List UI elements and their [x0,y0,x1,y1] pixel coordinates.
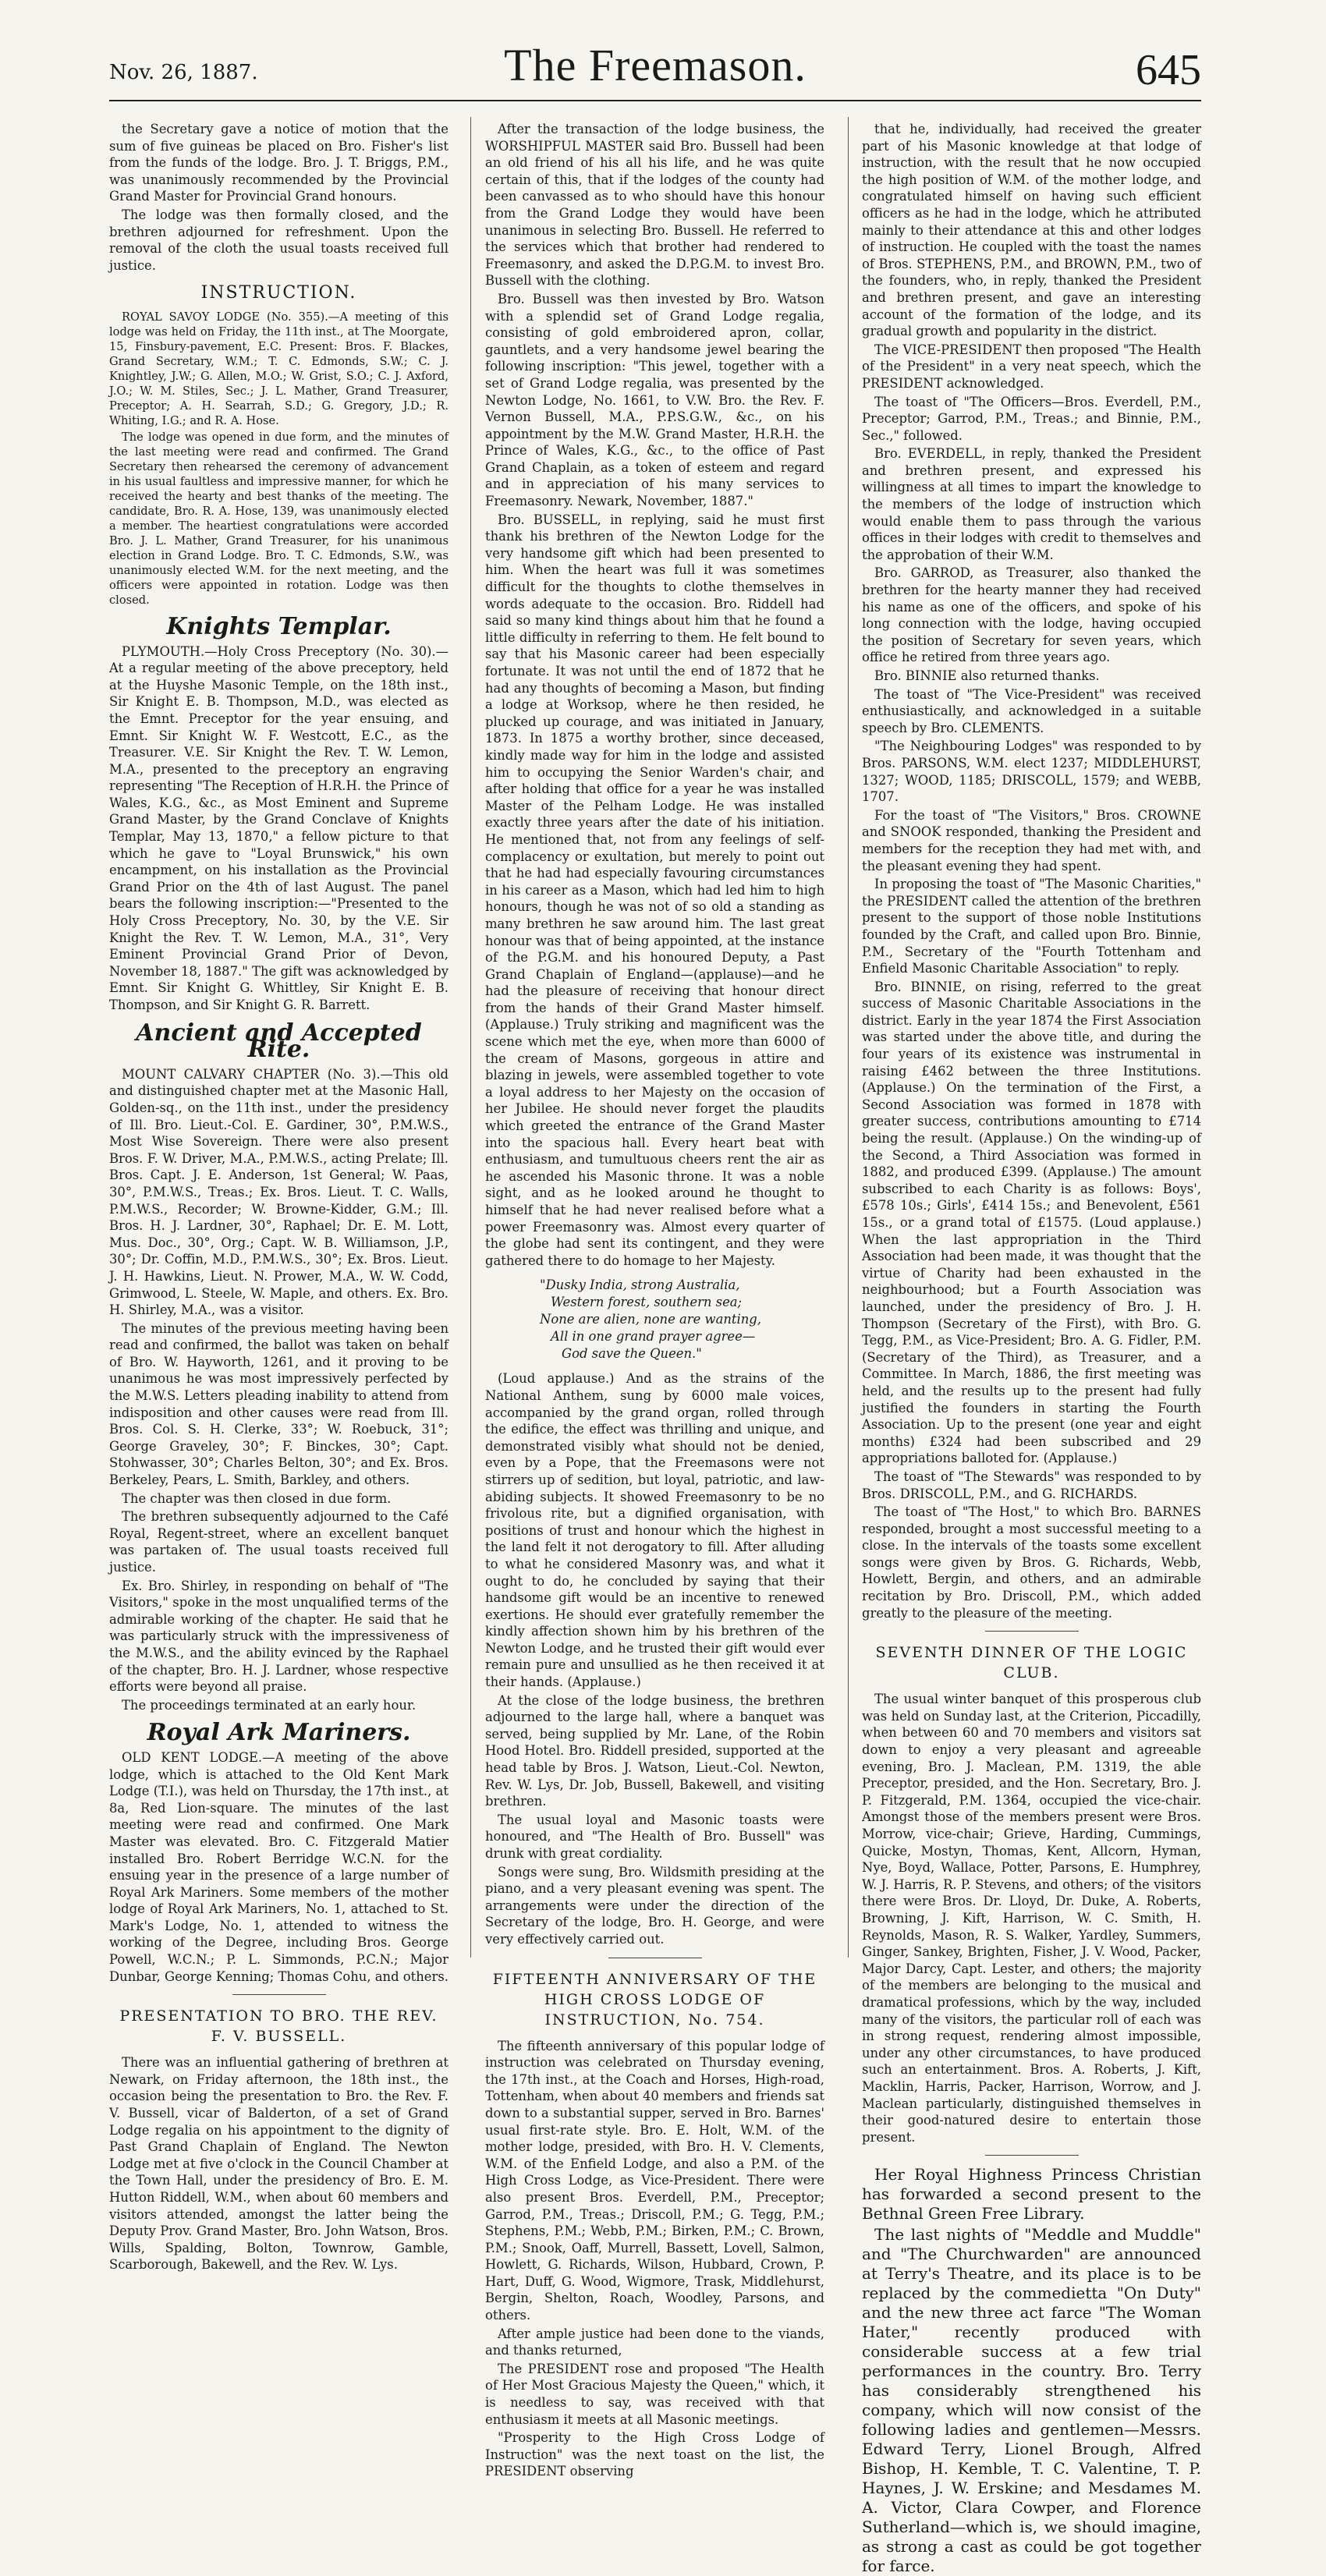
poem-line: Western forest, southern sea; [551,1295,743,1310]
paragraph: that he, individually, had received the greater part of his Masonic knowledge at that lodge of instruction, with the result that he now occupied the high position of W.M. of the mother lodge, and congratulated himself on having such efficient officers as he had in the lodge, which he attributed mainly to their attendance at this and other lodges of instruction. He coupled with the toast the names of Bros. STEPHENS, P.M., and BROWN, P.M., two of the founders, who, in reply, thanked the President and brethren present, and gave an interesting account of the formation of the lodge, and its gradual growth and popularity in the district. [862,122,1201,339]
paragraph: The usual loyal and Masonic toasts were honoured, and "The Health of Bro. Bussell" was drunk with great cordiality. [485,1812,824,1861]
column-1 [109,121,448,2273]
paragraph: PLYMOUTH.—Holy Cross Preceptory (No. 30).—At a regular meeting of the above preceptory, held at the Huyshe Masonic Temple, on the 18th inst., Sir Knight E. B. Thompson, M.D., was elected as the Emnt. Preceptor for the year ensuing, and Emnt. Sir Knight W. F. Westcott, E.C., as the Treasurer. V.E. Sir Knight the Rev. T. W. Lemon, M.A., presented to the preceptory an engraving representing "The Reception of H.R.H. the Prince of Wales, K.G., &c., as Most Eminent and Supreme Grand Master, by the Grand Conclave of Knights Templar, May 13, 1870," a fellow picture to that which he gave to "Loyal Brunswick," his own encampment, on his installation as the Provincial Grand Prior on the 4th of last August. The panel bears the following inscription:—"Presented to the Holy Cross Preceptory, No. 30, by the V.E. Sir Knight the Rev. T. W. Lemon, M.A., 31°, Very Eminent Provincial Grand Prior of Devon, November 18, 1887." The gift was acknowledged by Emnt. Sir Knight G. Whittley, Sir Knight E. B. Thompson, and Sir Knight G. R. Barrett. [109,643,448,1012]
paragraph: After the transaction of the lodge business, the WORSHIPFUL MASTER said Bro. Bussell had been an old friend of his all his life, and he was quite certain of this, that if the lodges of the county had been canvassed as to who should have this honour from the Grand Lodge they would have been unanimous in selecting Bro. Bussell. He referred to the services which that brother had rendered to Freemasonry, and asked the D.P.G.M. to invest Bro. Bussell with the clothing. [485,122,824,289]
section-heading-royal-ark-mariners: Royal Ark Mariners. [147,1719,411,1747]
paragraph: The usual winter banquet of this prosperous club was held on Sunday last, at the Criterion, Piccadilly, when between 60 and 70 members and visitors sat down to enjoy a very pleasant and agreeable evening, Bro. J. Maclean, P.M. 1319, the able Preceptor, presided, and the Hon. Secretary, Bro. J. P. Fitzgerald, P.M. 1364, occupied the vice-chair. Amongst those of the members present were Bros. Morrow, vice-chair; Grieve, Harding, Cummings, Quicke, Mostyn, Thomas, Kent, Allcorn, Hyman, Nye, Boyd, Wallace, Potter, Parsons, E. Humphrey, W. J. Harris, R. P. Stevens, and others; of the visitors there were Bros. Dr. Lloyd, Dr. Duke, A. Roberts, Browning, J. Kift, Harrison, W. C. Smith, H. Reynolds, Mason, R. S. Walker, Yardley, Summers, Ginger, Sankey, Brighten, Fisher, J. V. Wood, Packer, Major Darcy, Capt. Lester, and others; the majority of the members are belonging to the musical and dramatical professions, which by the way, included many of the visitors, the particular roll of each was in strong request, rendering almost impossible, under any other circumstances, to have produced such an entertainment. Bros. A. Roberts, J. Kift, Macklin, Harris, Packer, Harrison, Worrow, and J. Maclean particularly, distinguished themselves in their good-natured desire to entertain those present. [862,1692,1201,2145]
section-heading-fifteenth-anniversary: FIFTEENTH ANNIVERSARY OF THE HIGH CROSS LODGE OF INSTRUCTION, No. 754. [492,1970,817,2029]
section-heading-presentation: PRESENTATION TO BRO. THE REV. F. V. BUSSELL. [119,2007,438,2046]
paragraph: "The Neighbouring Lodges" was responded to by Bros. PARSONS, W.M. elect 1237; MIDDLEHURST, 1327; WOOD, 1185; DRISCOLL, 1579; and WEBB, 1707. [862,739,1201,805]
column-3 [862,121,1201,2576]
paragraph: OLD KENT LODGE.—A meeting of the above lodge, which is attached to the Old Kent Mark Lodge (T.I.), was held on Thursday, the 17th inst., at 8a, Red Lion-square. The minutes of the last meeting were read and confirmed. One Mark Master was elevated. Bro. C. Fitzgerald Matier installed Bro. Robert Berridge W.C.N. for the ensuing year in the presence of a large number of Royal Ark Mariners. Some members of the mother lodge of Royal Ark Mariners, No. 1, attached to St. Mark's Lodge, No. 1, attended to witness the working of the Degree, including Bros. George Powell, W.C.N.; P. L. Simmonds, P.C.N.; Major Dunbar, George Kenning; Thomas Cohu, and others. [109,1749,448,1984]
paragraph: Ex. Bro. Shirley, in responding on behalf of "The Visitors," spoke in the most unqualified terms of the admirable working of the chapter. He said that he was particularly struck with the impressiveness of the M.W.S., and the ability evinced by the Raphael of the chapter, Bro. H. J. Lardner, whose respective efforts were beyond all praise. [109,1578,448,1695]
paragraph: The lodge was then formally closed, and the brethren adjourned for refreshment. Upon the removal of the cloth the usual toasts received full justice. [109,207,448,273]
poem-line: All in one grand prayer agree— [551,1329,756,1345]
paragraph: At the close of the lodge business, the brethren adjourned to the large hall, where a banquet was served, being supplied by Mr. Lane, of the Robin Hood Hotel. Bro. Riddell presided, supported at the head table by Bros. J. Watson, Lieut.-Col. Newton, Rev. W. Lys, Dr. Job, Bussell, Bakewell, and visiting brethren. [485,1692,824,1809]
column-2 [485,121,824,2479]
poem-line: "Dusky India, strong Australia, [540,1277,740,1293]
paragraph: Bro. BINNIE, on rising, referred to the great success of Masonic Charitable Associations in the district. Early in the year 1874 the First Association was started under the above title, and during the four years of its existence was instrumental in raising £462 between the three Institutions. (Applause.) On the termination of the First, a Second Association was formed in 1878 with greater success, contributions amounting to £714 being the result. (Applause.) On the winding-up of the Second, a Third Association was formed in 1882, and produced £399. (Applause.) The amount subscribed to each Charity is as follows: Boys', £578 10s.; Girls', £414 15s.; and Benevolent, £561 15s., or a grand total of £1575. (Loud applause.) When the last appropriation in the Third Association had been made, it was thought that the virtue of Charity had been exhausted in the neighbourhood; but a Fourth Association was launched, under the presidency of Bro. J. H. Thompson (Secretary of the First), with Bro. G. Tegg, P.M., as Vice-President; Bro. A. G. Fidler, P.M. (Secretary of the Third), as Treasurer, and a Committee. In March, 1886, the first meeting was held, and the results up to the present had fully justified the founders in starting the Fourth Association. Up to the present (one year and eight months) £324 had been subscribed and 29 appropriations balloted for. (Applause.) [862,979,1201,1466]
paragraph: For the toast of "The Visitors," Bros. CROWNE and SNOOK responded, thanking the President and members for the reception they had met with, and the pleasant evening they had spent. [862,807,1201,873]
poem-line: None are alien, none are wanting, [540,1312,761,1327]
paragraph: Bro. BINNIE also returned thanks. [874,668,1100,683]
paragraph: MOUNT CALVARY CHAPTER (No. 3).—This old and distinguished chapter met at the Masonic Hall, Golden-sq., on the 11th inst., under the presidency of Ill. Bro. Lieut.-Col. E. Gardiner, 30°, P.M.W.S., Most Wise Sovereign. There were also present Bros. F. W. Driver, M.A., P.M.W.S., acting Prelate; Ill. Bros. Capt. J. E. Anderson, 1st General; W. Paas, 30°, P.M.W.S., Treas.; Ex. Bros. Lieut. T. C. Walls, P.M.W.S., Recorder; W. Browne-Kidder, G.M.; Ill. Bros. H. J. Lardner, 30°, Raphael; Dr. E. M. Lott, Mus. Doc., 30°, Org.; Capt. W. B. Williamson, J.P., 30°; Dr. Coffin, M.D., P.M.W.S., 30°; Ex. Bros. Lieut. J. H. Hawkins, Lieut. N. Prower, M.A., W. W. Codd, Grimwood, L. Steele, W. Maple, and others. Ex. Bro. H. Shirley, M.A., was a visitor. [109,1066,448,1318]
paragraph: The chapter was then closed in due form. [122,1490,392,1506]
section-heading-ancient-accepted-rite: Ancient and Accepted Rite. [136,1019,422,1064]
page-number: 645 [1136,46,1201,94]
divider [232,1994,326,1995]
paragraph: The toast of "The Host," to which Bro. BARNES responded, brought a most successful meeting to a close. In the intervals of the toasts some excellent songs were given by Bros. G. Richards, Webb, Howlett, Bergin, and others, and an admirable recitation by Bro. Driscoll, P.M., which added greatly to the pleasure of the meeting. [862,1504,1201,1621]
paragraph: the Secretary gave a notice of motion that the sum of five guineas be placed on Bro. Fisher's list from the funds of the lodge. Bro. J. T. Briggs, P.M., was unanimously recommended by the Provincial Grand Master for Provincial Grand honours. [109,122,448,204]
poem-line: God save the Queen." [562,1346,702,1362]
paragraph: The PRESIDENT rose and proposed "The Health of Her Most Gracious Majesty the Queen," which, it is needless to say, was received with that enthusiasm it meets at all Masonic meetings. [485,2361,824,2427]
paragraph: There was an influential gathering of brethren at Newark, on Friday afternoon, the 18th inst., the occasion being the presentation to Bro. the Rev. F. V. Bussell, vicar of Balderton, of a set of Grand Lodge regalia on his appointment to the dignity of Past Grand Chaplain of England. The Newton Lodge met at five o'clock in the Council Chamber at the Town Hall, under the presidency of Bro. E. M. Hutton Riddell, W.M., when about 60 members and visitors attended, amongst the latter being the Deputy Prov. Grand Master, Bro. John Watson, Bros. Wills, Spalding, Bolton, Townrow, Gamble, Scarborough, Bakewell, and the Rev. W. Lys. [109,2055,448,2273]
paragraph: Bro. EVERDELL, in reply, thanked the President and brethren present, and expressed his willingness at all times to impart the knowledge to the members of the lodge of instruction which would enable them to pass through the various offices in their lodges with credit to themselves and the approbation of their W.M. [862,446,1201,562]
paragraph: Bro. GARROD, as Treasurer, also thanked the brethren for the hearty manner they had received his name as one of the officers, and spoke of his long connection with the lodge, having occupied the position of Secretary for seven years, which office he retired from three years ago. [862,565,1201,665]
paragraph: "Prosperity to the High Cross Lodge of Instruction" was the next toast on the list, the PRESIDENT observing [485,2430,824,2479]
paragraph: Bro. BUSSELL, in replying, said he must first thank his brethren of the Newton Lodge for the very handsome gift which had been presented to him. When the heart was full it was sometimes difficult for the thoughts to clothe themselves in words adequate to the occasion. Bro. Riddell had said so many kind things about him that he found a little difficulty in referring to them. He felt bound to say that his Masonic career had been especially fortunate. It was not until the end of 1872 that he had any thoughts of becoming a Mason, but finding a lodge at Worksop, where he then resided, he plucked up courage, and was initiated in January, 1873. In 1875 a worthy brother, since deceased, kindly made way for him in the lodge and assisted him to occupying the Senior Warden's chair, and after holding that office for a year he was installed Master of the Pelham Lodge. He was installed exactly three years after the date of his initiation. He mentioned that, not from any feelings of self-complacency or exultation, but merely to point out that he had had especially favouring circumstances in his career as a Mason, which had led him to high honours, though he was not of so old a standing as many brethren he saw around him. The last great honour was that of being appointed, at the instance of the P.G.M. and his honoured Deputy, a Past Grand Chaplain of England—(applause)—and he had the pleasure of receiving that honour direct from the hands of their Grand Master himself. (Applause.) Truly striking and magnificent was the scene which met the eye, when more than 6000 of the cream of Masons, gorgeous in attire and blazing in jewels, were assembled together to vote a loyal address to her Majesty on the occasion of her Jubilee. He should never forget the plaudits which greeted the entrance of the Grand Master into the spacious hall. Every heart beat with enthusiasm, and tumultuous cheers rent the air as he ascended his Masonic throne. It was a noble sight, and as he looked around he thought to himself that he had never realised before what a power Freemasonry was. Almost every quarter of the globe had sent its contingent, and they were gathered there to do homage to her Majesty. [485,512,824,1268]
paragraph: The fifteenth anniversary of this popular lodge of instruction was celebrated on Thursday evening, the 17th inst., at the Coach and Horses, High-road, Tottenham, when about 40 members and friends sat down to a substantial supper, served in Bro. Barnes' usual first-rate style. Bro. E. Holt, W.M. of the mother lodge, presided, with Bro. H. V. Clements, W.M. of the Enfield Lodge, and also a P.M. of the High Cross Lodge, as Vice-President. There were also present Bros. Everdell, P.M., Preceptor; Garrod, P.M., Treas.; Driscoll, P.M.; G. Tegg, P.M.; Stephens, P.M.; Webb, P.M.; Birken, P.M.; C. Brown, P.M.; Snook, Oaff, Murrell, Bassett, Lovell, Salmon, Howlett, G. Richards, Wilson, Hubbard, Crown, P. Hart, Duff, G. Wood, Wigmore, Trask, Middlehurst, Bergin, Shelton, Roach, Woodley, Parsons, and others. [485,2038,824,2323]
issue-date: Nov. 26, 1887. [109,61,258,84]
paragraph: The toast of "The Stewards" was responded to by Bros. DRISCOLL, P.M., and G. RICHARDS. [862,1469,1201,1501]
paragraph: (Loud applause.) And as the strains of the National Anthem, sung by 6000 male voices, accompanied by the grand organ, rolled through the edifice, the effect was thrilling and unique, and demonstrated visibly what should not be denied, even by a Pope, that the Freemasons were not stirrers up of sedition, but loyal, patriotic, and law-abiding subjects. It showed Freemasonry to be no frivolous rite, but a dignified organisation, with positions of trust and honour which the highest in the land felt it not derogatory to fill. After alluding to what he considered Masonry was, and what it ought to do, he concluded by saying that their handsome gift would be an incentive to renewed exertions. He should ever gratefully remember the kindly affection shown him by his brethren of the Newton Lodge, and he trusted their gift would ever remain pure and unsullied as he then received it at their hands. (Applause.) [485,1371,824,1690]
column-rule [470,117,471,1958]
paragraph: The toast of "The Vice-President" was received enthusiastically, and acknowledged in a suitable speech by Bro. CLEMENTS. [862,686,1201,735]
paragraph: Her Royal Highness Princess Christian has forwarded a second present to the Bethnal Green Free Library. [862,2165,1201,2223]
paragraph: The toast of "The Officers—Bros. Everdell, P.M., Preceptor; Garrod, P.M., Treas.; and Binnie, P.M., Sec.," followed. [862,394,1201,443]
paragraph: Bro. Bussell was then invested by Bro. Watson with a splendid set of Grand Lodge regalia, consisting of gold embroidered apron, collar, gauntlets, and a very handsome jewel bearing the following inscription: "This jewel, together with a set of Grand Lodge regalia, was presented by the Newton Lodge, No. 1661, to V.W. Bro. the Rev. F. Vernon Bussell, M.A., P.P.S.G.W., &c., on his appointment by the M.W. Grand Master, H.R.H. the Prince of Wales, K.G., &c., to the office of Past Grand Chaplain, as a token of esteem and regard and in appreciation of his many services to Freemasonry. Newark, November, 1887." [485,291,824,509]
section-heading-knights-templar: Knights Templar. [166,612,392,640]
poem [540,1277,824,1362]
section-heading-instruction: INSTRUCTION. [200,283,357,303]
paragraph: The proceedings terminated at an early hour. [122,1697,417,1713]
divider [985,2155,1079,2156]
section-heading-seventh-dinner: SEVENTH DINNER OF THE LOGIC CLUB. [875,1644,1188,1682]
newspaper-title: The Freemason. [504,40,807,90]
column-rule [848,117,849,1958]
paragraph: The brethren subsequently adjourned to the Café Royal, Regent-street, where an excellent banquet was partaken of. The usual toasts received full justice. [109,1509,448,1575]
paragraph: The VICE-PRESIDENT then proposed "The Health of the President" in a very neat speech, which the PRESIDENT acknowledged. [862,342,1201,391]
paragraph: In proposing the toast of "The Masonic Charities," the PRESIDENT called the attention of the brethren present to the support of those noble Institutions founded by the Craft, and called upon Bro. Binnie, P.M., Secretary of the "Fourth Tottenham and Enfield Masonic Charitable Association" to reply. [862,877,1201,976]
paragraph: The minutes of the previous meeting having been read and confirmed, the ballot was taken on behalf of Bro. W. Hayworth, 1261, and it proving to be unanimous he was most impressively perfected by the M.W.S. Letters pleading inability to attend from indisposition and other causes were read from Ill. Bros. Col. S. H. Clerke, 33°; W. Roebuck, 31°; George Graveley, 30°; F. Binckes, 30°; Capt. Stohwasser, 30°; Charles Belton, 30°; and Ex. Bros. Berkeley, Pears, L. Smith, Barkley, and others. [109,1320,448,1488]
masthead [109,30,1201,101]
paragraph: ROYAL SAVOY LODGE (No. 355).—A meeting of this lodge was held on Friday, the 11th inst., at The Moorgate, 15, Finsbury-pavement, E.C. Present: Bros. F. Blackes, Grand Secretary, W.M.; T. C. Edmonds, S.W.; C. J. Knightley, J.W.; G. Allen, M.O.; W. Grist, S.O.; C. J. Axford, J.O.; W. M. Stiles, Sec.; J. L. Mather, Grand Treasurer, Preceptor; A. H. Searrah, S.D.; G. Gregory, J.D.; R. Whiting, I.G.; and R. A. Hose. [109,310,448,427]
paragraph: After ample justice had been done to the viands, and thanks returned, [485,2326,824,2358]
paragraph: Songs were sung, Bro. Wildsmith presiding at the piano, and a very pleasant evening was spent. The arrangements were under the direction of the Secretary of the lodge, Bro. H. George, and were very effectively carried out. [485,1864,824,1947]
paragraph: The lodge was opened in due form, and the minutes of the last meeting were read and confirmed. The Grand Secretary then rehearsed the ceremony of advancement in his usual faultless and impressive manner, for which he received the hearty and best thanks of the meeting. The candidate, Bro. R. A. Hose, 139, was unanimously elected a member. The heartiest congratulations were accorded Bro. J. L. Mather, Grand Treasurer, for his unanimous election in Grand Lodge. Bro. T. C. Edmonds, S.W., was unanimously elected W.M. for the next meeting, and the officers were appointed in rotation. Lodge was then closed. [109,430,448,607]
paragraph: The last nights of "Meddle and Muddle" and "The Churchwarden" are announced at Terry's Theatre, and its place is to be replaced by the commedietta "On Duty" and the new three act farce "The Woman Hater," recently produced with considerable success at a few trial performances in the country. Bro. Terry has considerably strengthened his company, which will now consist of the following ladies and gentlemen—Messrs. Edward Terry, Lionel Brough, Alfred Bishop, H. Kemble, T. C. Valentine, T. P. Haynes, J. W. Erskine; and Mesdames M. A. Victor, Clara Cowper, and Florence Sutherland—which is, we should imagine, as strong a cast as could be got together for farce. [862,2225,1201,2576]
divider [985,1631,1079,1632]
